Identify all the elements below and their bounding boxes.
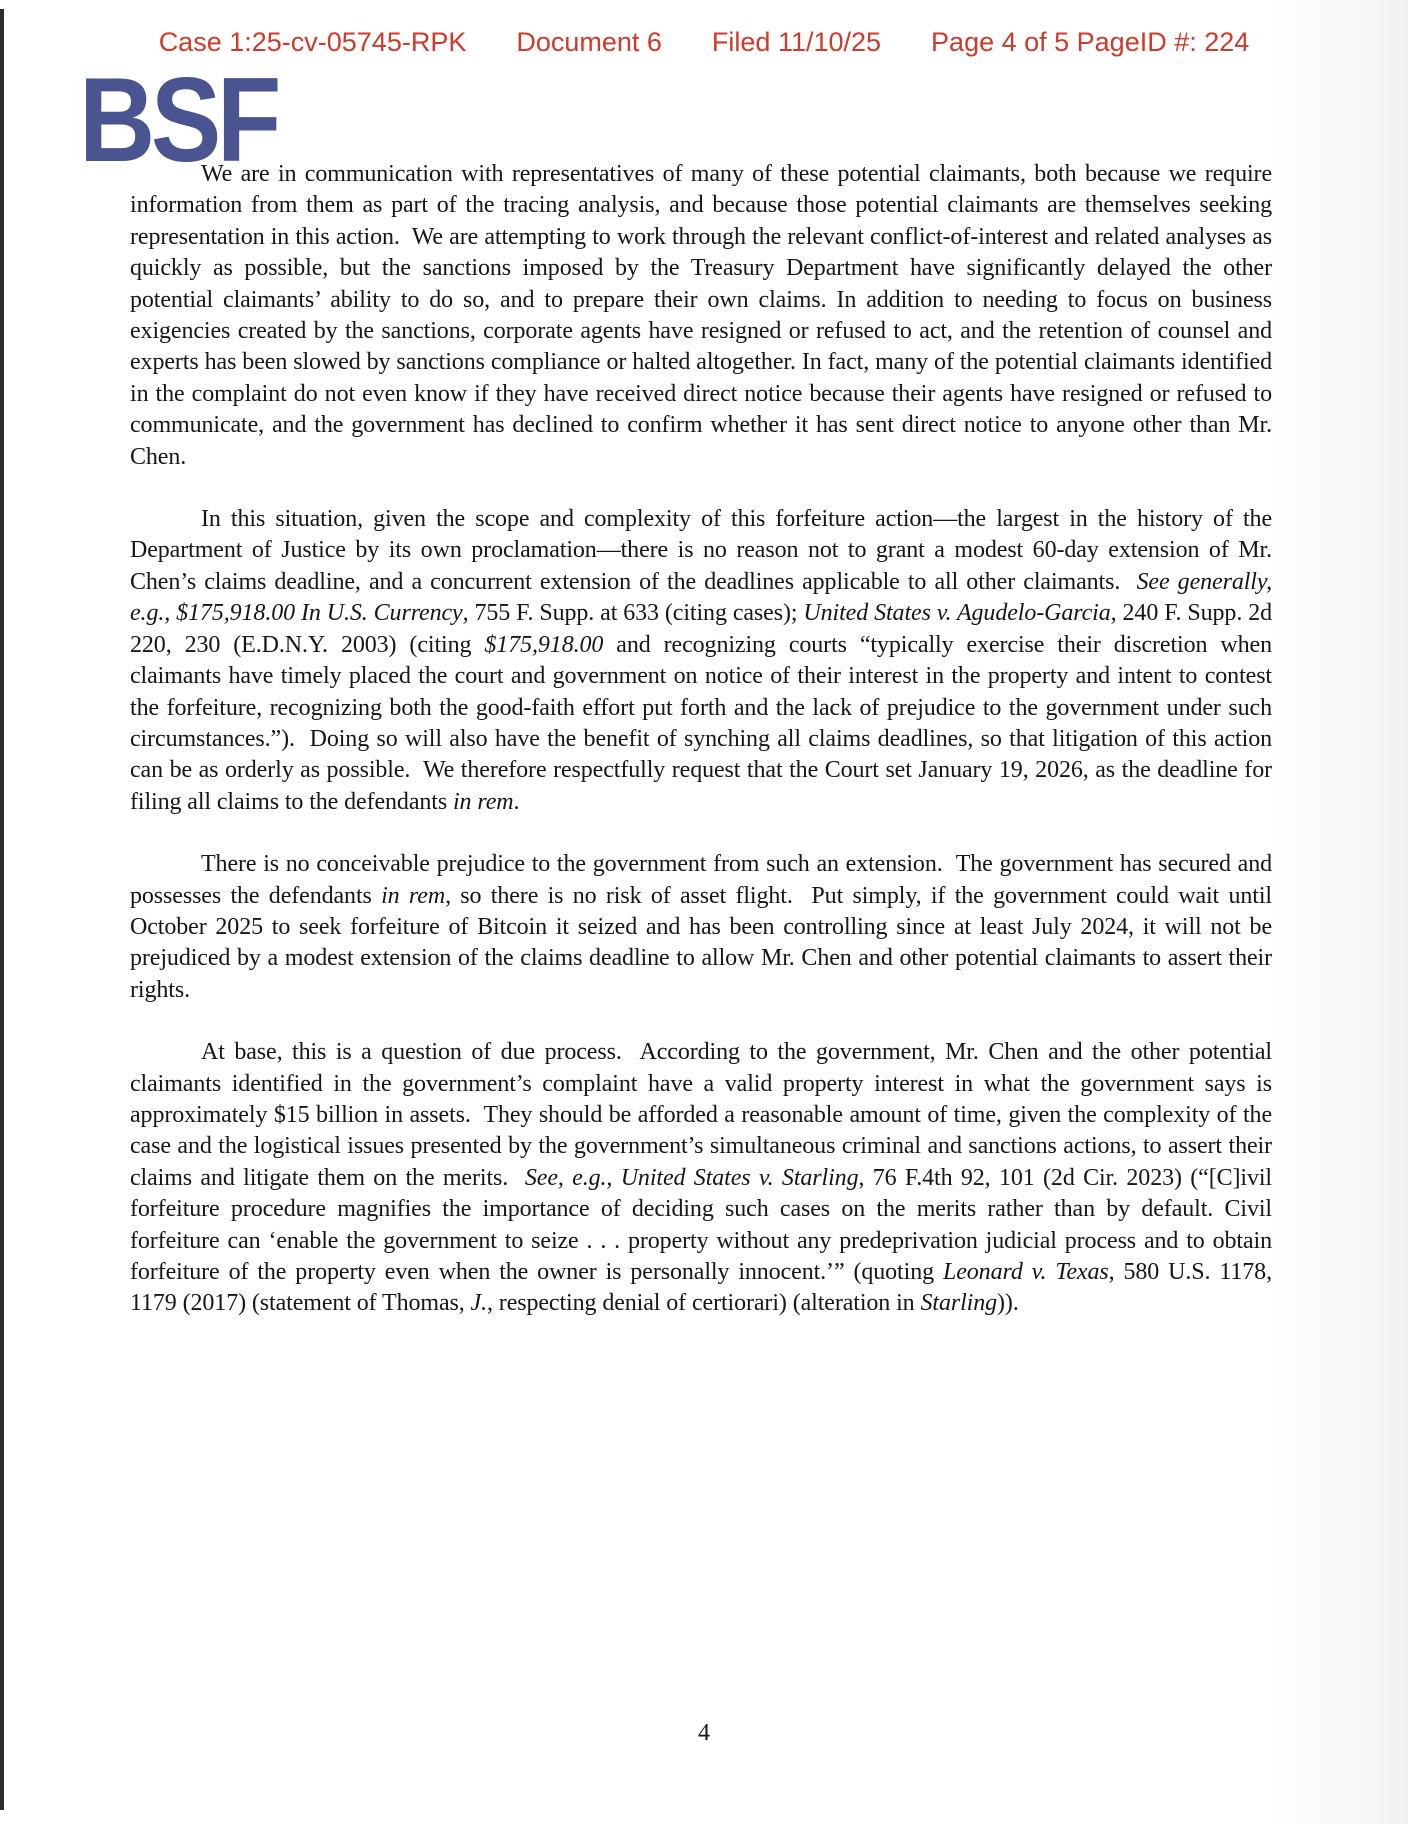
body-paragraph-4: At base, this is a question of due process. According to the government, Mr. Chen and the other potential claimants identified in the government’s complaint have a valid property interest in what the government says is approximately $15 billion in assets. They should be afforded a reasonable amount of time, given the complexity of the case and the logistical issues presented by the government’s simultaneous criminal and sanctions actions, to assert their claims and litigate them on the merits. See, e.g., United States v. Starling, 76 F.4th 92, 101 (2d Cir. 2023) (“[C]ivil forfeiture procedure magnifies the importance of deciding such cases on the merits rather than by default. Civil forfeiture can ‘enable the government to seize . . . property without any predeprivation judicial process and to obtain forfeiture of the property even when the owner is personally innocent.’” (quoting Leonard v. Texas, 580 U.S. 1178, 1179 (2017) (statement of Thomas, J., respecting denial of certiorari) (alteration in Starling)). [130,1039,1278,1317]
bsf-logo: BSF [79,53,277,187]
page-left-border [0,9,4,1810]
document-number: Document 6 [516,27,662,57]
body-paragraph-3: There is no conceivable prejudice to the government from such an extension. The government has secured and possesses the defendants in rem, so there is no risk of asset flight. Put simply, if the government could wait until October 2025 to seek forfeiture of Bitcoin it seized and has been controlling since at least July 2024, it will not be prejudiced by a modest extension of the claims deadline to allow Mr. Chen and other potential claimants to assert their rights. [130,851,1278,1003]
document-body [130,159,1278,1351]
page-number: 4 [698,1720,710,1746]
body-paragraph-2: In this situation, given the scope and complexity of this forfeiture action—the largest in the history of the Department of Justice by its own proclamation—there is no reason not to grant a modest 60-day extension of Mr. Chen’s claims deadline, and a concurrent extension of the deadlines applicable to all other claimants. See generally, e.g., $175,918.00 In U.S. Currency, 755 F. Supp. at 633 (citing cases); United States v. Agudelo-Garcia, 240 F. Supp. 2d 220, 230 (E.D.N.Y. 2003) (citing $175,918.00 and recognizing courts “typically exercise their discretion when claimants have timely placed the court and government on notice of their interest in the property and intent to contest the forfeiture, recognizing both the good-faith effort put forth and the lack of prejudice to the government under such circumstances.”). Doing so will also have the benefit of synching all claims deadlines, so that litigation of this action can be as orderly as possible. We therefore respectfully request that the Court set January 19, 2026, as the deadline for filing all claims to the defendants in rem. [130,506,1278,815]
case-number: Case 1:25-cv-05745-RPK [158,27,467,57]
body-paragraph-1: We are in communication with representatives of many of these potential claimants, both because we require information from them as part of the tracing analysis, and because those potential claimants are themselves seeking representation in this action. We are attempting to work through the relevant conflict-of-interest and related analyses as quickly as possible, but the sanctions imposed by the Treasury Department have significantly delayed the other potential claimants’ ability to do so, and to prepare their own claims. In addition to needing to focus on business exigencies created by the sanctions, corporate agents have resigned or refused to act, and the retention of counsel and experts has been slowed by sanctions compliance or halted altogether. In fact, many of the potential claimants identified in the complaint do not even know if they have received direct notice because their agents have resigned or refused to communicate, and the government has declined to confirm whether it has sent direct notice to anyone other than Mr. Chen. [130,161,1278,470]
page-id: Page 4 of 5 PageID #: 224 [931,27,1250,57]
filed-date: Filed 11/10/25 [711,27,882,57]
